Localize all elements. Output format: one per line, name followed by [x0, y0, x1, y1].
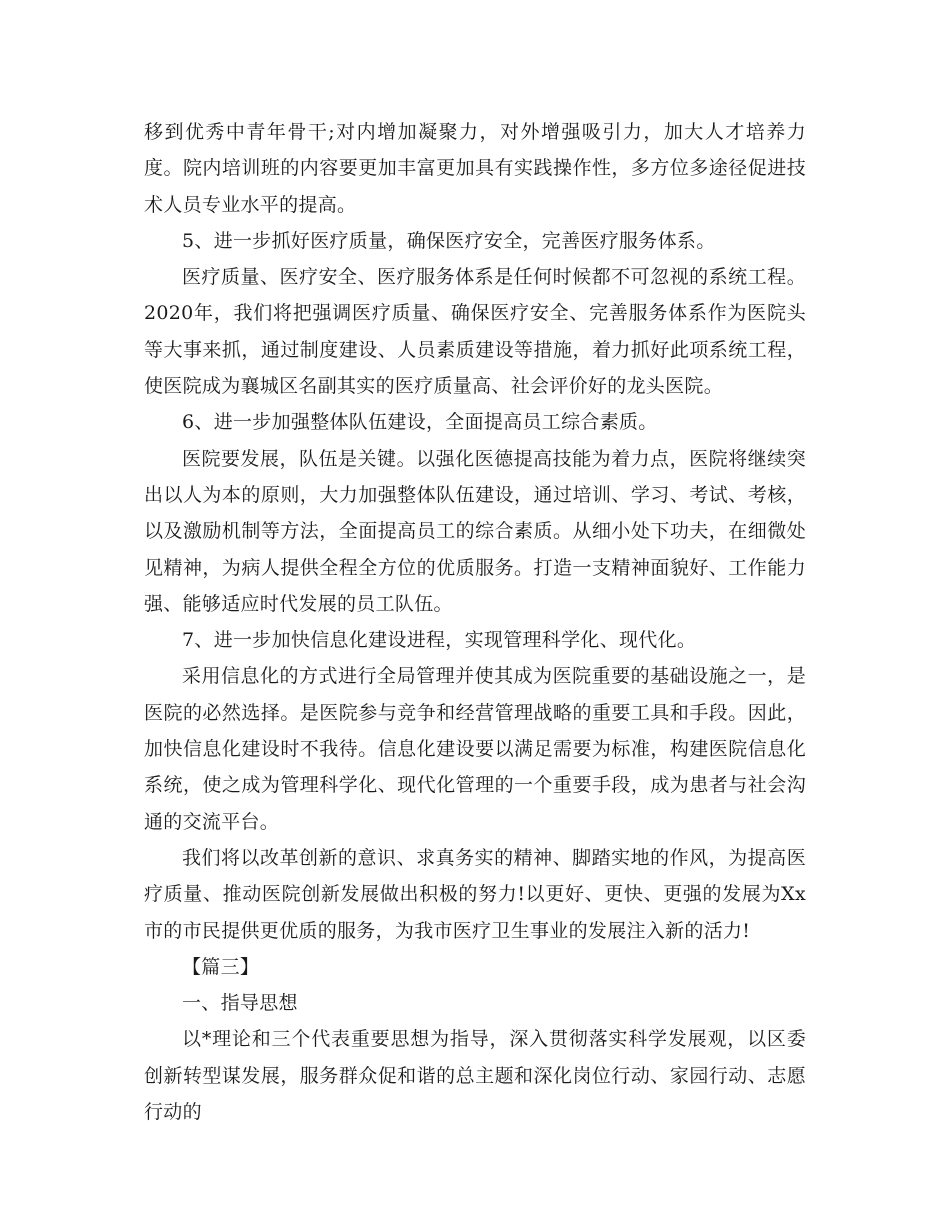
paragraph-medical-quality: 医疗质量、医疗安全、医疗服务体系是任何时候都不可忽视的系统工程。2020年，我们将把强调医疗质量、确保医疗安全、完善服务体系作为医院头等大事来抓，通过制度建设、人员素质建设等措施，着力抓好此项系统工程，使医院成为襄城区名副其实的医疗质量高、社会评价好的龙头医院。: [144, 266, 806, 398]
paragraph-team-building: 医院要发展，队伍是关键。以强化医德提高技能为着力点，医院将继续突出以人为本的原则，大力加强整体队伍建设，通过培训、学习、考试、考核，以及激励机制等方法，全面提高员工的综合素质。从细小处下功夫，在细微处见精神，为病人提供全程全方位的优质服务。打造一支精神面貌好、工作能力强、能够适应时代发展的员工队伍。: [144, 447, 806, 615]
paragraph-closing: 我们将以改革创新的意识、求真务实的精神、脚踏实地的作风，为提高医疗质量、推动医院创新发展做出积极的努力!以更好、更快、更强的发展为Xx市的市民提供更优质的服务，为我市医疗卫生事业的发展注入新的活力!: [144, 846, 806, 942]
heading-medical-quality: 5、进一步抓好医疗质量，确保医疗安全，完善医疗服务体系。: [182, 229, 716, 252]
section-title-part-three: 【篇三】: [182, 955, 260, 978]
paragraph-talent-training: 移到优秀中青年骨干;对内增加凝聚力，对外增强吸引力，加大人才培养力度。院内培训班的内容要更加丰富更加具有实践操作性，多方位多途径促进技术人员专业水平的提高。: [144, 121, 806, 216]
heading-guiding-thought: 一、指导思想: [182, 992, 298, 1015]
paragraph-guiding-thought: 以*理论和三个代表重要思想为指导，深入贯彻落实科学发展观，以区委创新转型谋发展，服务群众促和谐的总主题和深化岗位行动、家园行动、志愿行动的: [144, 1028, 806, 1124]
heading-team-building: 6、进一步加强整体队伍建设，全面提高员工综合素质。: [182, 411, 658, 434]
paragraph-informatization: 采用信息化的方式进行全局管理并使其成为医院重要的基础设施之一，是医院的必然选择。是医院参与竞争和经营管理战略的重要工具和手段。因此，加快信息化建设时不我待。信息化建设要以满足需要为标准，构建医院信息化系统，使之成为管理科学化、现代化管理的一个重要手段，成为患者与社会沟通的交流平台。: [144, 665, 806, 833]
document-body: [144, 114, 806, 1130]
heading-informatization: 7、进一步加快信息化建设进程，实现管理科学化、现代化。: [182, 629, 697, 652]
